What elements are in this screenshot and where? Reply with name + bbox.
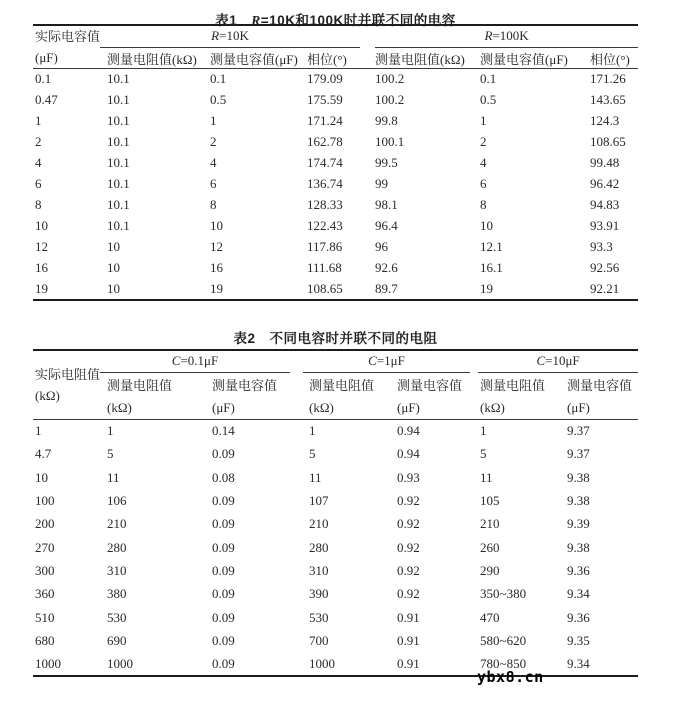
column-header	[205, 373, 296, 420]
cell: 0.09	[212, 609, 235, 625]
cell: 1	[35, 113, 42, 128]
cell: 10	[107, 280, 120, 296]
table-row	[33, 174, 638, 195]
cell: 0.91	[397, 609, 420, 625]
table1	[33, 24, 638, 301]
cell: 6	[480, 176, 487, 191]
cell: 174.74	[307, 155, 343, 170]
cell: 2	[480, 134, 487, 149]
cell: 10	[210, 218, 223, 233]
cell: 530	[309, 609, 329, 625]
column-header-line1: 测量电容值	[567, 377, 633, 393]
cell: 1000	[309, 655, 336, 671]
table-row	[33, 443, 638, 466]
cell: 0.09	[212, 539, 235, 555]
cell: 0.09	[212, 586, 235, 602]
cell: 1	[210, 113, 217, 128]
cell: 19	[35, 280, 48, 296]
cell: 0.92	[397, 562, 420, 578]
cell: 93.3	[590, 239, 613, 254]
cell: 106	[107, 493, 127, 509]
cell: 580~620	[480, 632, 527, 648]
cell: 290	[480, 562, 500, 578]
cell: 122.43	[307, 218, 343, 233]
cell: 99.48	[590, 155, 620, 170]
cell: 0.09	[212, 493, 235, 509]
column-header: 相位(°)	[583, 48, 638, 68]
cell: 0.1	[210, 71, 227, 87]
table2-row-header-line2: (kΩ)	[35, 387, 60, 403]
cell: 105	[480, 493, 500, 509]
cell: 690	[107, 632, 127, 648]
cell: 143.65	[590, 92, 626, 107]
cell: 100	[35, 493, 55, 509]
cell: 0.92	[397, 493, 420, 509]
cell: 12.1	[480, 239, 503, 254]
cell: 9.38	[567, 493, 590, 509]
table1-row-header	[33, 25, 100, 69]
cell: 1	[480, 423, 487, 439]
table2-group-c0.1uf-label: C=0.1μF	[100, 351, 290, 373]
cell: 10	[107, 239, 120, 254]
column-header	[473, 373, 560, 420]
cell: 350~380	[480, 586, 527, 602]
table-row	[33, 583, 638, 606]
table-row	[33, 279, 638, 300]
cell: 310	[309, 562, 329, 578]
cell: 1000	[107, 655, 133, 671]
column-header: 测量电阻值(kΩ)	[100, 48, 203, 68]
cell: 11	[480, 469, 493, 485]
cell: 94.83	[590, 197, 620, 212]
cell: 0.94	[397, 423, 420, 439]
column-header	[390, 373, 473, 420]
cell: 99	[375, 176, 389, 191]
table-row	[33, 536, 638, 559]
cell: 9.38	[567, 469, 590, 485]
cell: 380	[107, 586, 127, 602]
table2-group-c1uf	[296, 350, 473, 373]
cell: 179.09	[307, 71, 343, 87]
column-header-line1: 测量电阻值	[309, 377, 375, 393]
table-row	[33, 111, 638, 132]
cell: 6	[210, 176, 217, 191]
column-header-line2: (kΩ)	[480, 399, 505, 415]
cell: 210	[107, 516, 127, 532]
table-row	[33, 90, 638, 111]
cell: 16	[35, 260, 48, 275]
cell: 107	[309, 493, 329, 509]
column-header-line2: (μF)	[397, 399, 420, 415]
cell: 128.33	[307, 197, 343, 212]
cell: 175.59	[307, 92, 343, 107]
cell: 300	[35, 562, 55, 578]
cell: 89.7	[375, 280, 398, 296]
cell: 136.74	[307, 176, 343, 191]
cell: 0.47	[35, 92, 58, 107]
column-header: 相位(°)	[300, 48, 368, 68]
cell: 8	[480, 197, 487, 212]
table-row	[33, 153, 638, 174]
cell: 16.1	[480, 260, 503, 275]
cell: 0.94	[397, 446, 420, 462]
cell: 210	[309, 516, 329, 532]
table2-group-c1uf-label: C=1μF	[303, 351, 470, 373]
table-row	[33, 606, 638, 629]
cell: 108.65	[590, 134, 626, 149]
cell: 5	[309, 446, 316, 462]
column-header: 测量电阻值(kΩ)	[368, 48, 473, 68]
table1-subheader-row	[33, 48, 638, 68]
cell: 99.5	[375, 155, 398, 170]
cell: 4.7	[35, 446, 52, 462]
cell: 96.4	[375, 218, 398, 233]
cell: 9.36	[567, 562, 590, 578]
cell: 117.86	[307, 239, 343, 254]
site-watermark: ybx8.cn	[477, 668, 544, 686]
column-header	[100, 373, 205, 420]
cell: 6	[35, 176, 42, 191]
table-row	[33, 420, 638, 443]
cell: 2	[210, 134, 217, 149]
cell: 9.39	[567, 516, 590, 532]
table-row	[33, 466, 638, 489]
cell: 10	[35, 469, 48, 485]
cell: 360	[35, 586, 55, 602]
cell: 0.92	[397, 516, 420, 532]
column-header-line2: (μF)	[567, 399, 590, 415]
column-header-line2: (kΩ)	[309, 399, 334, 415]
cell: 16	[210, 260, 223, 275]
cell: 0.09	[212, 562, 235, 578]
table-row	[33, 195, 638, 216]
column-header-line1: 测量电容值	[397, 377, 463, 393]
cell: 210	[480, 516, 500, 532]
table-row	[33, 216, 638, 237]
cell: 0.14	[212, 423, 235, 439]
cell: 8	[210, 197, 217, 212]
table2-row-header-line1: 实际电阻值	[35, 366, 101, 382]
table2-title: 表2 不同电容时并联不同的电阻	[233, 330, 438, 346]
cell: 0.09	[212, 446, 235, 462]
cell: 470	[480, 609, 500, 625]
cell: 200	[35, 516, 55, 532]
cell: 10.1	[107, 92, 130, 107]
table-row	[33, 559, 638, 582]
table-row	[33, 652, 638, 675]
cell: 1	[480, 113, 487, 128]
cell: 1	[309, 423, 316, 439]
cell: 108.65	[307, 280, 343, 296]
cell: 9.34	[567, 586, 590, 602]
cell: 4	[210, 155, 217, 170]
column-header-line1: 测量电阻值	[480, 377, 546, 393]
table1-group-r100k-label: R=100K	[375, 26, 638, 48]
cell: 19	[480, 280, 494, 296]
cell: 4	[480, 155, 487, 170]
cell: 0.5	[210, 92, 227, 107]
cell: 111.68	[307, 260, 342, 275]
cell: 530	[107, 609, 127, 625]
table-row	[33, 69, 638, 90]
cell: 11	[309, 469, 322, 485]
table2-group-c10uf-label: C=10μF	[478, 351, 638, 373]
cell: 92.56	[590, 260, 620, 275]
cell: 0.09	[212, 655, 235, 671]
cell: 310	[107, 562, 127, 578]
cell: 700	[309, 632, 329, 648]
table1-group-r10k-label: R=10K	[100, 26, 360, 48]
cell: 98.1	[375, 197, 398, 212]
column-header-line2: (μF)	[212, 399, 235, 415]
cell: 0.08	[212, 469, 235, 485]
table2-group-c10uf	[473, 350, 638, 373]
column-header: 测量电容值(μF)	[203, 48, 300, 68]
cell: 10.1	[107, 71, 130, 87]
cell: 10.1	[107, 113, 130, 128]
table-row	[33, 258, 638, 279]
cell: 8	[35, 197, 42, 212]
cell: 9.35	[567, 632, 590, 648]
cell: 1	[107, 423, 114, 439]
column-header: 测量电容值(μF)	[473, 48, 583, 68]
column-header-line1: 测量电容值	[212, 377, 278, 393]
cell: 280	[309, 539, 329, 555]
table2-group-c0.1uf	[100, 350, 296, 373]
table2-subheader-row	[33, 373, 638, 420]
cell: 9.34	[567, 655, 590, 671]
cell: 10	[35, 218, 48, 233]
cell: 0.5	[480, 92, 497, 107]
cell: 680	[35, 632, 55, 648]
cell: 280	[107, 539, 127, 555]
cell: 96	[375, 239, 389, 254]
column-header	[296, 373, 390, 420]
cell: 1	[35, 423, 42, 439]
cell: 100.2	[375, 71, 405, 87]
table-row	[33, 513, 638, 536]
cell: 12	[210, 239, 223, 254]
cell: 780~850	[480, 655, 527, 671]
table1-row-header-line1: 实际电容值	[35, 29, 101, 44]
table-row	[33, 629, 638, 652]
cell: 0.1	[35, 71, 52, 87]
table2-row-header	[33, 350, 100, 420]
table-row	[33, 237, 638, 258]
cell: 10	[107, 260, 120, 275]
table-row	[33, 132, 638, 153]
cell: 100.2	[375, 92, 405, 107]
cell: 0.91	[397, 632, 420, 648]
cell: 1000	[35, 655, 61, 671]
cell: 0.92	[397, 586, 420, 602]
cell: 92.6	[375, 260, 398, 275]
table-row	[33, 489, 638, 512]
cell: 390	[309, 586, 329, 602]
cell: 4	[35, 155, 42, 170]
cell: 19	[210, 280, 223, 296]
cell: 93.91	[590, 218, 620, 233]
cell: 12	[35, 239, 48, 254]
cell: 2	[35, 134, 42, 149]
cell: 9.37	[567, 423, 590, 439]
cell: 9.36	[567, 609, 590, 625]
cell: 10.1	[107, 176, 130, 191]
cell: 0.92	[397, 539, 420, 555]
cell: 9.38	[567, 539, 590, 555]
column-header-line1: 测量电阻值	[107, 377, 173, 393]
cell: 270	[35, 539, 55, 555]
cell: 0.09	[212, 632, 235, 648]
cell: 0.09	[212, 516, 235, 532]
cell: 260	[480, 539, 500, 555]
cell: 10.1	[107, 197, 130, 212]
cell: 99.8	[375, 113, 398, 128]
cell: 0.1	[480, 71, 497, 87]
table1-title: 表1 R=10K和100K时并联不同的电容	[215, 13, 456, 28]
cell: 10	[480, 218, 494, 233]
cell: 5	[480, 446, 487, 462]
cell: 0.91	[397, 655, 420, 671]
cell: 10.1	[107, 134, 130, 149]
cell: 5	[107, 446, 114, 462]
cell: 96.42	[590, 176, 620, 191]
cell: 510	[35, 609, 55, 625]
cell: 0.93	[397, 469, 420, 485]
cell: 162.78	[307, 134, 343, 149]
cell: 10.1	[107, 218, 130, 233]
cell: 92.21	[590, 280, 620, 296]
table2-group-header-row	[33, 350, 638, 373]
cell: 124.3	[590, 113, 620, 128]
cell: 9.37	[567, 446, 590, 462]
column-header-line2: (kΩ)	[107, 399, 132, 415]
cell: 100.1	[375, 134, 405, 149]
table2	[33, 349, 638, 677]
column-header	[560, 373, 638, 420]
table1-row-header-line2: (μF)	[35, 50, 58, 65]
cell: 11	[107, 469, 120, 485]
cell: 10.1	[107, 155, 130, 170]
cell: 171.26	[590, 71, 626, 87]
cell: 171.24	[307, 113, 343, 128]
